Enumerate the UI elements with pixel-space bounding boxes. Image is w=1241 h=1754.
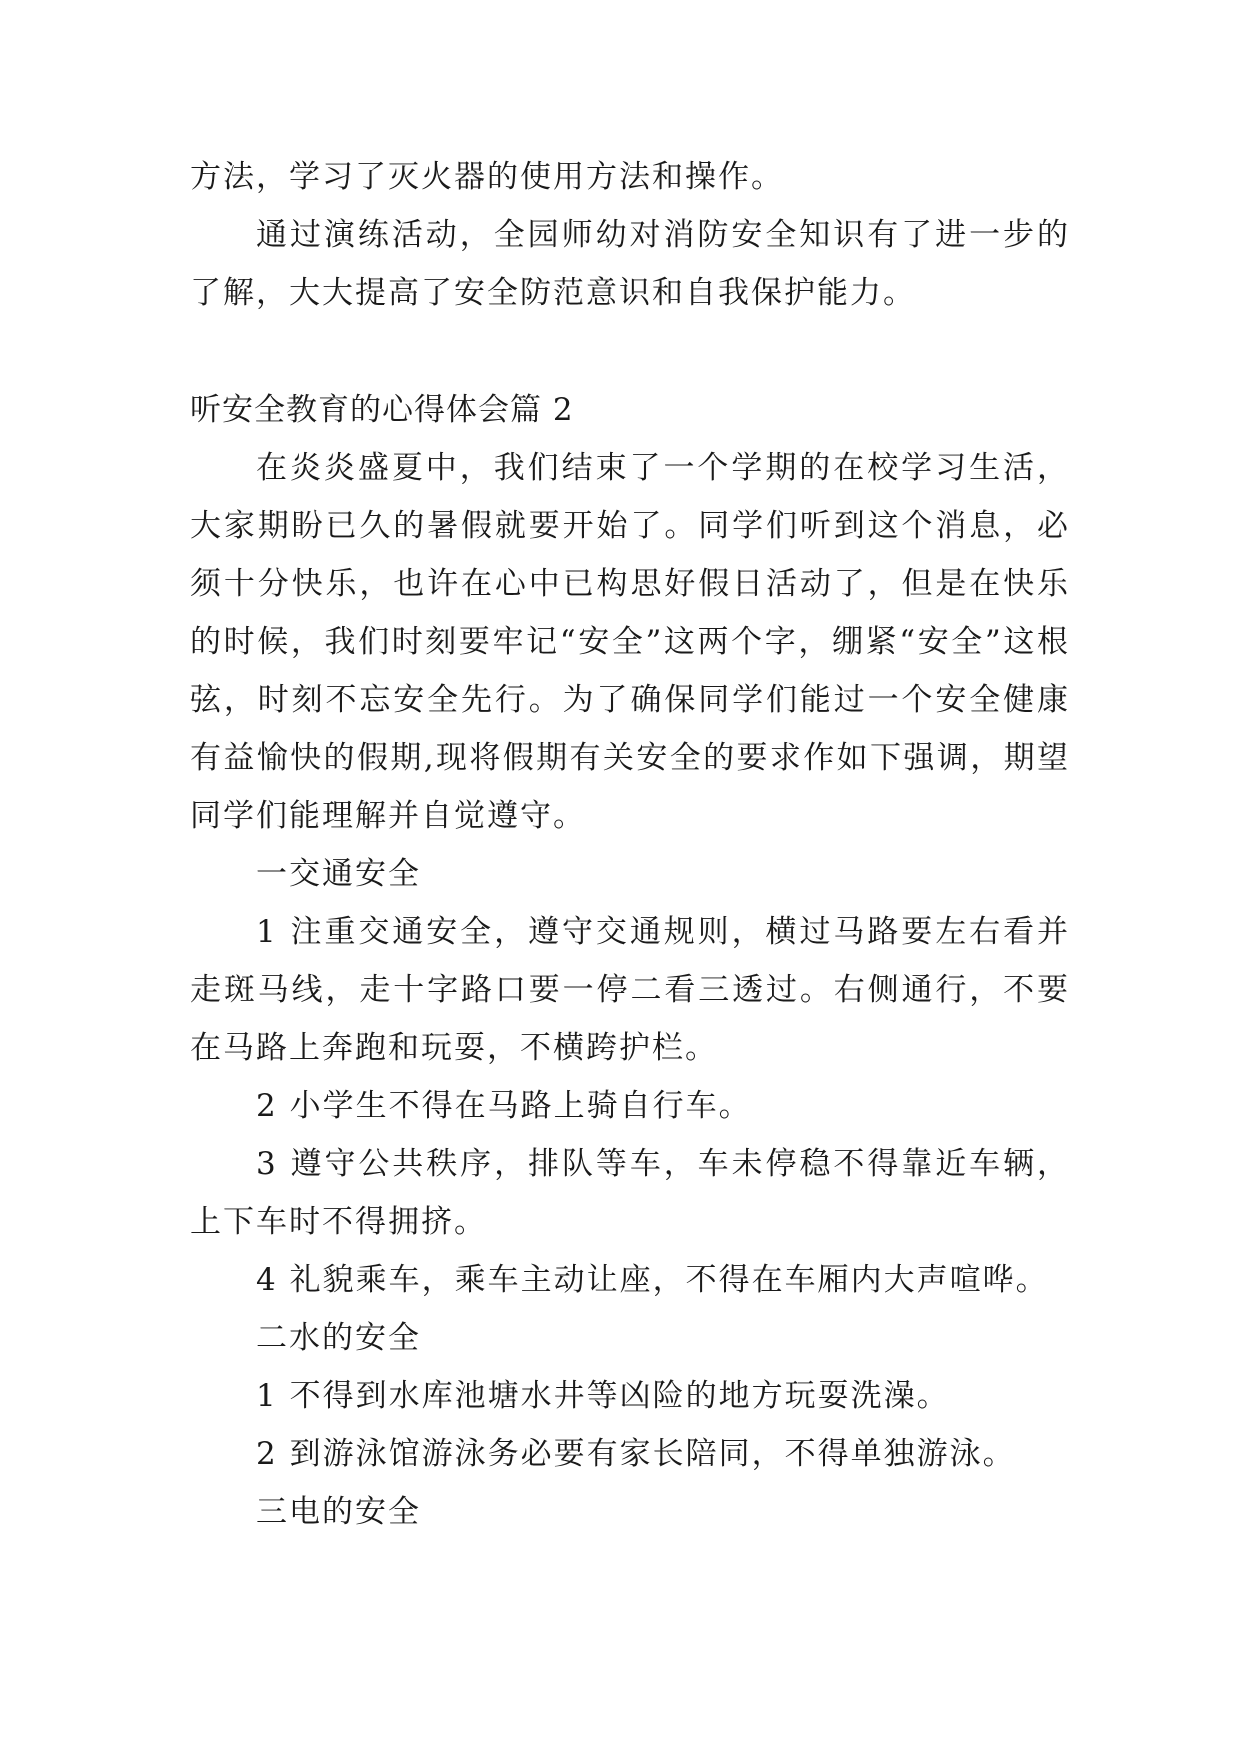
paragraph-drill-summary: 通过演练活动，全园师幼对消防安全知识有了进一步的了解，大大提高了安全防范意识和自我保护能力。	[190, 217, 1070, 311]
document-body	[190, 148, 1070, 1541]
list-item: 1 不得到水库池塘水井等凶险的地方玩耍洗澡。	[256, 1378, 950, 1414]
list-item: 2 小学生不得在马路上骑自行车。	[256, 1088, 752, 1124]
list-item: 3 遵守公共秩序，排队等车，车未停稳不得靠近车辆，上下车时不得拥挤。	[190, 1146, 1070, 1240]
subheading-water-safety: 二水的安全	[256, 1320, 421, 1356]
paragraph-continuation: 方法，学习了灭火器的使用方法和操作。	[190, 159, 784, 195]
subheading-electric-safety: 三电的安全	[256, 1494, 421, 1530]
list-item: 2 到游泳馆游泳务必要有家长陪同，不得单独游泳。	[256, 1436, 1016, 1472]
section-title: 听安全教育的心得体会篇 2	[190, 392, 574, 428]
paragraph-intro: 在炎炎盛夏中，我们结束了一个学期的在校学习生活，大家期盼已久的暑假就要开始了。同学们听到这个消息，必须十分快乐，也许在心中已构思好假日活动了，但是在快乐的时候，我们时刻要牢记“安全”这两个字，绷紧“安全”这根弦，时刻不忘安全先行。为了确保同学们能过一个安全健康有益愉快的假期,现将假期有关安全的要求作如下强调，期望同学们能理解并自觉遵守。	[190, 450, 1070, 834]
list-item: 4 礼貌乘车，乘车主动让座，不得在车厢内大声喧哗。	[256, 1262, 1049, 1298]
list-item: 1 注重交通安全，遵守交通规则，横过马路要左右看并走斑马线，走十字路口要一停二看三透过。右侧通行，不要在马路上奔跑和玩耍，不横跨护栏。	[190, 914, 1070, 1066]
subheading-traffic-safety: 一交通安全	[256, 856, 421, 892]
